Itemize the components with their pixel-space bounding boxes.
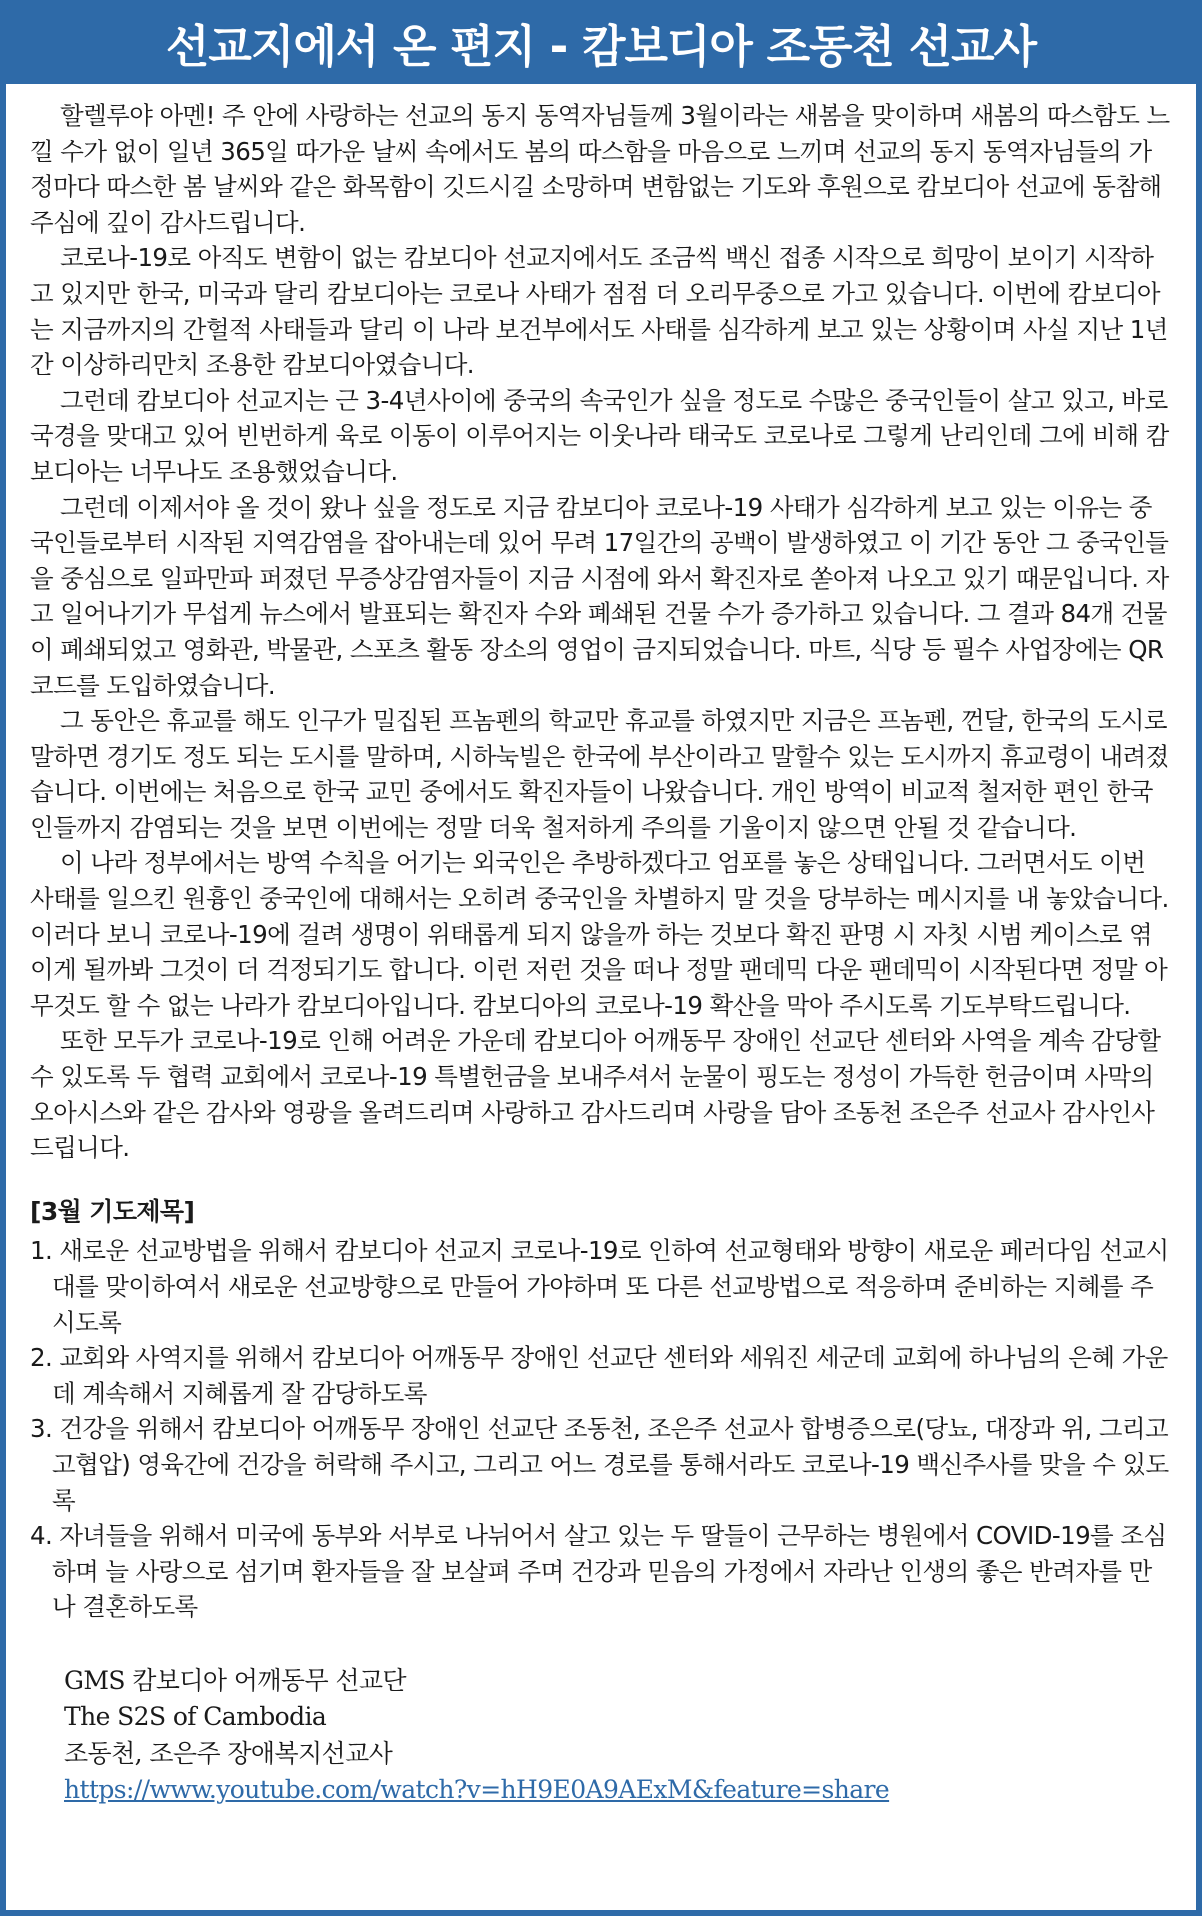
- page-title: 선교지에서 온 편지 - 캄보디아 조동천 선교사: [165, 19, 1037, 73]
- signature-org-en: The S2S of Cambodia: [64, 1702, 327, 1732]
- paragraph-7: 또한 모두가 코로나-19로 인해 어려운 가운데 캄보디아 어깨동무 장애인 선교단 센터와 사역을 계속 감당할수 있도록 두 협력 교회에서 코로나-19 특별헌금을 보내주셔서 눈물이 핑도는 정성이 가득한 헌금이며 사막의 오아시스와 같은 감사와 영광을 올려드리며 사랑하고 감사드리며 사랑을 담아 조동천 조은주 선교사 감사인사드립니다.: [30, 1026, 1161, 1163]
- paragraph-3: 그런데 캄보디아 선교지는 근 3-4년사이에 중국의 속국인가 싶을 정도로 수많은 중국인들이 살고 있고, 바로 국경을 맞대고 있어 빈번하게 육로 이동이 이루어지는 이웃나라 태국도 코로나로 그렇게 난리인데 그에 비해 캄보디아는 너무나도 조용했었습니다.: [30, 385, 1169, 486]
- prayer-heading: [3월 기도제목]: [30, 1196, 195, 1226]
- paragraph-6: 이 나라 정부에서는 방역 수칙을 어기는 외국인은 추방하겠다고 엄포를 놓은 상태입니다. 그러면서도 이번 사태를 일으킨 원흉인 중국인에 대해서는 오히려 중국인을 차별하지 말 것을 당부하는 메시지를 내 놓았습니다. 이러다 보니 코로나-19에 걸려 생명이 위태롭게 되지 않을까 하는 것보다 확진 판명 시 자칫 시범 케이스로 엮이게 될까봐 그것이 더 걱정되기도 합니다. 이런 저런 것을 떠나 정말 팬데믹 다운 팬데믹이 시작된다면 정말 아무것도 할 수 없는 나라가 캄보디아입니다. 캄보디아의 코로나-19 확산을 막아 주시도록 기도부탁드립니다.: [30, 848, 1169, 1020]
- title-bar: [0, 0, 1202, 84]
- paragraph-1: 할렐루야 아멘! 주 안에 사랑하는 선교의 동지 동역자님들께 3월이라는 새봄을 맞이하며 새봄의 따스함도 느낄 수가 없이 일년 365일 따가운 날씨 속에서도 봄의 따스함을 마음으로 느끼며 선교의 동지 동역자님들의 가정마다 따스한 봄 날씨와 같은 화목함이 깃드시길 소망하며 변함없는 기도와 후원으로 캄보디아 선교에 동참해주심에 깊이 감사드립니다.: [30, 101, 1170, 237]
- signature-block: [30, 1663, 1174, 1809]
- prayer-item: 2. 교회와 사역지를 위해서 캄보디아 어깨동무 장애인 선교단 센터와 세워진 세군데 교회에 하나님의 은혜 가운데 계속해서 지혜롭게 잘 감당하도록: [30, 1343, 1168, 1408]
- paragraph-2: 코로나-19로 아직도 변함이 없는 캄보디아 선교지에서도 조금씩 백신 접종 시작으로 희망이 보이기 시작하고 있지만 한국, 미국과 달리 캄보디아는 코로나 사태가 점점 더 오리무중으로 가고 있습니다. 이번에 캄보디아는 지금까지의 간헐적 사태들과 달리 이 나라 보건부에서도 사태를 심각하게 보고 있는 상황이며 사실 지난 1년간 이상하리만치 조용한 캄보디아였습니다.: [30, 243, 1168, 380]
- youtube-link[interactable]: https://www.youtube.com/watch?v=hH9E0A9AExM&feature=share: [64, 1775, 890, 1805]
- prayer-item: 3. 건강을 위해서 캄보디아 어깨동무 장애인 선교단 조동천, 조은주 선교사 합병증으로(당뇨, 대장과 위, 그리고 고협압) 영육간에 건강을 허락해 주시고, 그리고 어느 경로를 통해서라도 코로나-19 백신주사를 맞을 수 있도록: [30, 1414, 1169, 1515]
- paragraph-4: 그런데 이제서야 올 것이 왔나 싶을 정도로 지금 캄보디아 코로나-19 사태가 심각하게 보고 있는 이유는 중국인들로부터 시작된 지역감염을 잡아내는데 있어 무려 17일간의 공백이 발생하였고 이 기간 동안 그 중국인들을 중심으로 일파만파 퍼졌던 무증상감염자들이 지금 시점에 와서 확진자로 쏟아져 나오고 있기 때문입니다. 자고 일어나기가 무섭게 뉴스에서 발표되는 확진자 수와 폐쇄된 건물 수가 증가하고 있습니다. 그 결과 84개 건물이 폐쇄되었고 영화관, 박물관, 스포츠 활동 장소의 영업이 금지되었습니다. 마트, 식당 등 필수 사업장에는 QR코드를 도입하였습니다.: [30, 492, 1169, 700]
- prayer-item: 4. 자녀들을 위해서 미국에 동부와 서부로 나뉘어서 살고 있는 두 딸들이 근무하는 병원에서 COVID-19를 조심하며 늘 사랑으로 섬기며 환자들을 잘 보살펴 주며 건강과 믿음의 가정에서 자라난 인생의 좋은 반려자를 만나 결혼하도록: [30, 1521, 1167, 1622]
- signature-names: 조동천, 조은주 장애복지선교사: [64, 1738, 393, 1768]
- prayer-list: [30, 1233, 1174, 1625]
- letter-body: [30, 98, 1174, 1809]
- prayer-item: 1. 새로운 선교방법을 위해서 캄보디아 선교지 코로나-19로 인하여 선교형태와 방향이 새로운 페러다임 선교시대를 맞이하여서 새로운 선교방향으로 만들어 가야하며 또 다른 선교방법으로 적응하며 준비하는 지혜를 주시도록: [30, 1236, 1169, 1337]
- paragraph-5: 그 동안은 휴교를 해도 인구가 밀집된 프놈펜의 학교만 휴교를 하였지만 지금은 프놈펜, 껀달, 한국의 도시로 말하면 경기도 정도 되는 도시를 말하며, 시하눅빌은 한국에 부산이라고 말할수 있는 도시까지 휴교령이 내려졌습니다. 이번에는 처음으로 한국 교민 중에서도 확진자들이 나왔습니다. 개인 방역이 비교적 철저한 편인 한국인들까지 감염되는 것을 보면 이번에는 정말 더욱 철저하게 주의를 기울이지 않으면 안될 것 같습니다.: [30, 706, 1169, 842]
- signature-org: GMS 캄보디아 어깨동무 선교단: [64, 1665, 406, 1695]
